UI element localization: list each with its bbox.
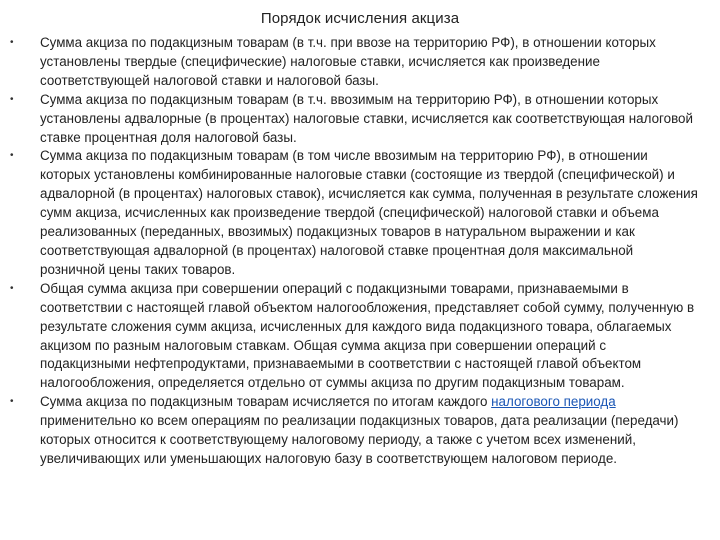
list-item	[0, 91, 700, 148]
list-item	[0, 34, 700, 91]
list-item-text: Общая сумма акциза при совершении операций с подакцизными товарами, признаваемыми в соответствии с настоящей главой объектом налогообложения, представляет собой сумму, полученную в результате сложения сумм акциза, исчисленных для каждого вида подакцизного товара, облагаемых акцизом по разным налоговым ставкам. Общая сумма акциза при совершении операций с подакцизными нефтепродуктами, признаваемыми в соответствии с настоящей главой объектом налогообложения, определяется отдельно от суммы акциза по другим подакцизным товарам.	[40, 280, 695, 391]
tax-period-link[interactable]: налогового периода	[491, 394, 616, 410]
bullet-list	[0, 34, 720, 469]
bullet-icon: •	[10, 282, 14, 294]
list-item-text: Сумма акциза по подакцизным товарам (в том числе ввозимым на территорию РФ), в отношении которых установлены комбинированные налоговые ставки (состоящие из твердой (специфической) и адвалорной (в процентах) налоговых ставок), исчисляется как сумма, полученная в результате сложения сумм акциза, исчисленных как произведение твердой (специфической) налоговой ставки и объема реализованных (переданных, ввозимых) подакцизных товаров в натуральном выражении и как соответствующая адвалорной (в процентах) налоговой ставке процентная доля максимальной розничной цены таких товаров.	[40, 148, 698, 277]
slide-title: Порядок исчисления акциза	[260, 10, 460, 27]
list-item	[0, 147, 700, 279]
bullet-icon: •	[10, 93, 14, 105]
list-item-text: Сумма акциза по подакцизным товарам (в т.ч. ввозимым на территорию РФ), в отношении которых установлены адвалорные (в процентах) налоговые ставки, исчисляется как соответствующая налоговой ставке процентная доля налоговой базы.	[40, 91, 693, 145]
list-item-text-after: применительно ко всем операциям по реализации подакцизных товаров, дата реализации (передачи) которых относится к соответствующему налоговому периоду, а также с учетом всех изменений, увеличивающих или уменьшающих налоговую базу в соответствующем налоговом периоде.	[40, 413, 679, 466]
list-item-text-before: Сумма акциза по подакцизным товарам исчисляется по итогам каждого	[40, 394, 492, 410]
list-item	[0, 393, 700, 469]
bullet-icon: •	[10, 150, 14, 162]
list-item-text: Сумма акциза по подакцизным товарам (в т.ч. при ввозе на территорию РФ), в отношении которых установлены твердые (специфические) налоговые ставки, исчисляется как произведение соответствующей налоговой ставки и налоговой базы.	[40, 35, 656, 88]
bullet-icon: •	[10, 396, 14, 408]
list-item	[0, 280, 700, 393]
bullet-icon: •	[10, 37, 14, 48]
